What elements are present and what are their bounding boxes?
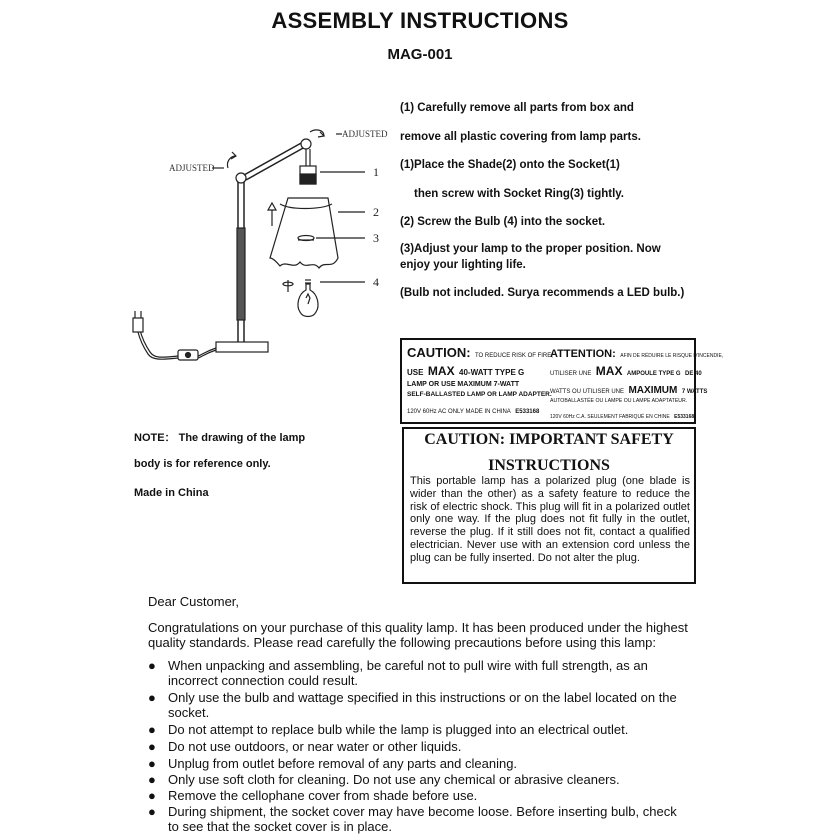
bullet-icon: ● <box>148 690 156 705</box>
note-line: body is for reference only. <box>134 458 271 470</box>
adjusted-label-left: ADJUSTED <box>169 163 215 173</box>
bullet-icon: ● <box>148 756 156 771</box>
safety-body: This portable lamp has a polarized plug (one blade is wider than the other) as a safety feature to reduce the risk of electric shock. This plug will fit in a polarized outlet only one way. If the plug does not fit fully in the outlet, reverse the plug. If it still does not fit, contact a qualified electrician. Never use with an extension cord unless the plug can be fully inserted. Do not alter the plug. <box>410 475 690 564</box>
step-line: then screw with Socket Ring(3) tightly. <box>414 188 625 200</box>
plug <box>133 318 143 332</box>
bullet-icon: ● <box>148 658 156 673</box>
lamp-base <box>216 342 268 352</box>
bullet-icon: ● <box>148 788 156 803</box>
callout-2: 2 <box>373 205 379 219</box>
attention-word: ATTENTION: <box>550 348 616 360</box>
bullet-icon: ● <box>148 739 156 754</box>
step-line: (Bulb not included. Surya recommends a LED bulb.) <box>400 287 685 299</box>
caution-label-french: ATTENTION: AFIN DE RÉDUIRE LE RISQUE D'INCENDIE, UTILISER UNE MAX AMPOULE TYPE G DE 40 WATTS OU UTILISER UNE MAXIMUM 7 WATTS AUTOBALLASTÉE OU LAMPE OU LAMPE ADAPTATEUR. 120V 60Hz C.A. SEULEMENT FABRIQUÉ EN CHINE E533168 <box>550 348 724 420</box>
safety-subtitle: INSTRUCTIONS <box>488 457 610 474</box>
made-in: Made in China <box>134 487 209 499</box>
adjusted-label-top: ADJUSTED <box>342 129 388 139</box>
step-line: enjoy your lighting life. <box>400 259 526 271</box>
callout-4: 4 <box>373 275 379 289</box>
bullet-icon: ● <box>148 772 156 787</box>
caution-label <box>400 338 724 424</box>
safety-title: CAUTION: IMPORTANT SAFETY <box>424 431 674 448</box>
callout-1: 1 <box>373 165 379 179</box>
model-number: MAG-001 <box>387 46 453 63</box>
bulb <box>298 284 318 317</box>
intro-paragraph: Congratulations on your purchase of this quality lamp. It has been produced under the highest quality standards. Please read carefully the following precautions before using this lamp: <box>148 620 688 650</box>
pole-grip <box>237 228 245 320</box>
caution-label-english: CAUTION: TO REDUCE RISK OF FIRE, USE MAX 40-WATT TYPE G LAMP OR USE MAXIMUM 7-WATT SELF-BALLASTED LAMP OR LAMP ADAPTER. 120V 60Hz AC ONLY MADE IN CHINA E533168 <box>407 345 553 415</box>
step-line: (1)Place the Shade(2) onto the Socket(1) <box>400 159 620 171</box>
upper-joint <box>301 139 311 149</box>
step-line: remove all plastic covering from lamp parts. <box>400 131 641 143</box>
greeting: Dear Customer, <box>148 594 240 609</box>
step-line: (2) Screw the Bulb (4) into the socket. <box>400 216 606 228</box>
lamp-diagram <box>120 120 400 380</box>
step-line: (1) Carefully remove all parts from box and <box>400 102 634 114</box>
caution-word: CAUTION: <box>407 345 471 360</box>
step-line: (3)Adjust your lamp to the proper position. Now <box>400 243 661 255</box>
note-line: NOTE： The drawing of the lamp <box>134 432 306 444</box>
safety-instructions-box <box>402 427 696 584</box>
bullet-icon: ● <box>148 722 156 737</box>
callout-3: 3 <box>373 231 379 245</box>
lamp-arm <box>244 142 303 175</box>
page-title: ASSEMBLY INSTRUCTIONS <box>271 8 569 33</box>
bullet-icon: ● <box>148 804 156 819</box>
